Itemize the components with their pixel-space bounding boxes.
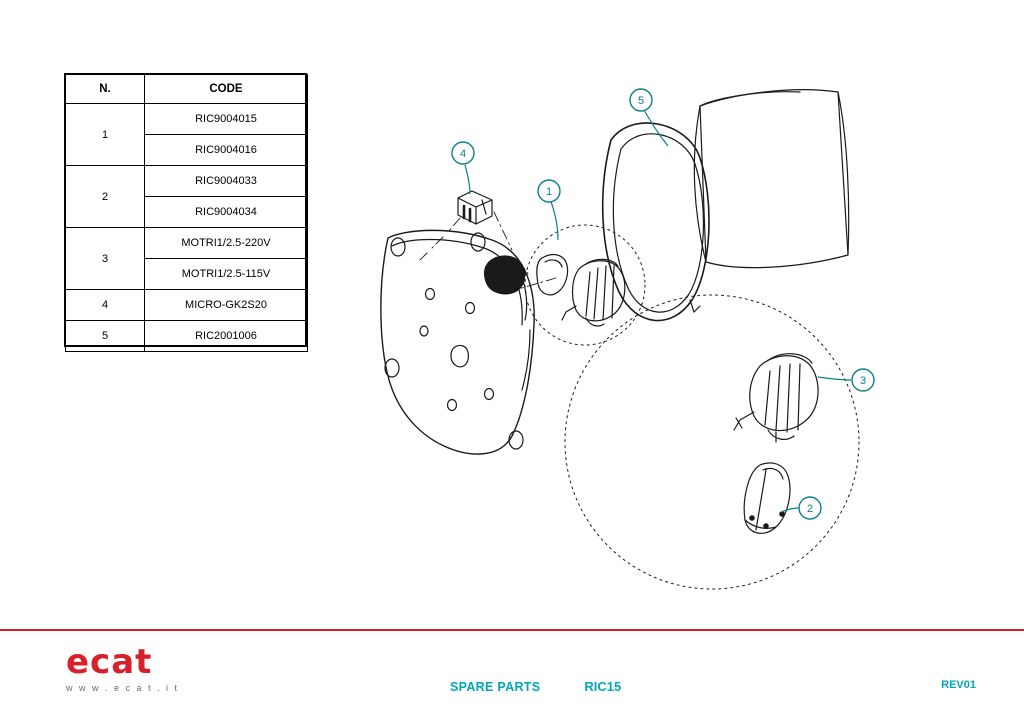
bracket-detail xyxy=(485,256,525,294)
callout-bubbles xyxy=(452,89,874,519)
footer-center xyxy=(450,679,621,694)
row-code: RIC9004015 xyxy=(145,104,308,135)
brand-logo xyxy=(66,642,186,693)
callout-5 xyxy=(630,89,652,111)
column-header-number: N. xyxy=(66,75,145,104)
lever-part-small xyxy=(537,255,568,295)
callout-leader-5 xyxy=(644,110,668,146)
row-code: RIC9004033 xyxy=(145,166,308,197)
callout-leader-3 xyxy=(818,377,851,380)
callout-label: 3 xyxy=(859,375,867,387)
revision-label: REV01 xyxy=(941,679,976,691)
callout-leader-2 xyxy=(781,508,799,512)
sealing-ring-part xyxy=(603,123,709,321)
callout-leader-4 xyxy=(465,165,470,194)
brand-website: w w w . e c a t . i t xyxy=(66,683,180,693)
row-number: 3 xyxy=(66,228,145,290)
footer-divider xyxy=(0,629,1024,631)
row-number: 4 xyxy=(66,290,145,321)
row-number: 1 xyxy=(66,104,145,166)
row-code: MOTRI1/2.5-220V xyxy=(145,228,308,259)
callout-label: 5 xyxy=(637,95,645,107)
row-number: 2 xyxy=(66,166,145,228)
row-code: RIC2001006 xyxy=(145,321,308,352)
detail-circle-enlarged xyxy=(565,295,859,589)
model-code: RIC15 xyxy=(584,679,622,694)
motor-part-small xyxy=(562,259,625,326)
row-code: MICRO-GK2S20 xyxy=(145,290,308,321)
callout-label: 4 xyxy=(459,148,467,160)
callout-label: 1 xyxy=(545,186,553,198)
document-title: SPARE PARTS xyxy=(450,680,541,694)
callout-3 xyxy=(852,369,874,391)
callout-1 xyxy=(538,180,560,202)
row-number: 5 xyxy=(66,321,145,352)
callout-2 xyxy=(799,497,821,519)
callout-4 xyxy=(452,142,474,164)
callout-leader-1 xyxy=(550,199,558,240)
motor-part-enlarged xyxy=(734,354,818,442)
drum-part xyxy=(694,90,848,268)
row-code: RIC9004034 xyxy=(145,197,308,228)
row-code: RIC9004016 xyxy=(145,135,308,166)
callout-label: 2 xyxy=(806,503,814,515)
column-header-code: CODE xyxy=(145,75,308,104)
lever-part-enlarged xyxy=(744,463,790,533)
row-code: MOTRI1/2.5-115V xyxy=(145,259,308,290)
brand-name: ecat xyxy=(66,642,153,682)
micro-switch-part xyxy=(458,191,492,224)
